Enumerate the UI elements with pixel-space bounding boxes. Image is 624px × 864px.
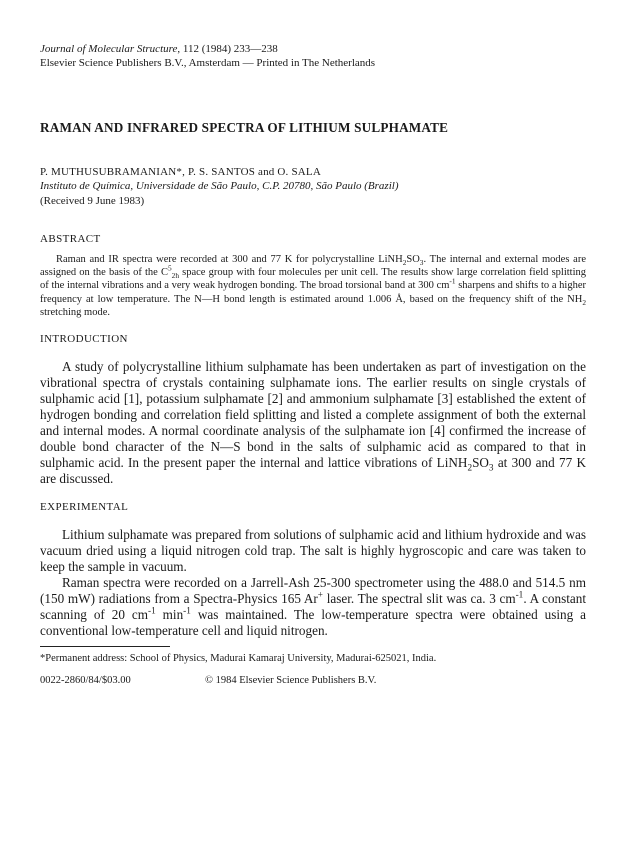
footnote: *Permanent address: School of Physics, Madurai Kamaraj University, Madurai-625021, India.: [40, 653, 437, 665]
received-date: (Received 9 June 1983): [40, 195, 145, 207]
experimental-body: [40, 527, 586, 639]
journal-citation-line: [40, 42, 586, 56]
abstract-body: [40, 253, 586, 319]
issn-price: 0022-2860/84/$03.00: [40, 675, 131, 687]
imprint-line: [40, 675, 586, 686]
affiliation: Instituto de Química, Universidade de São Paulo, C.P. 20780, São Paulo (Brazil): [40, 180, 399, 192]
introduction-heading: INTRODUCTION: [40, 333, 128, 346]
publisher-line: Elsevier Science Publishers B.V., Amsterdam — Printed in The Netherlands: [40, 57, 376, 69]
abstract-heading: ABSTRACT: [40, 233, 101, 245]
paper-title: RAMAN AND INFRARED SPECTRA OF LITHIUM SULPHAMATE: [40, 120, 449, 135]
experimental-paragraph-2: Raman spectra were recorded on a Jarrell-Ash 25-300 spectrometer using the 488.0 and 514.5 nm (150 mW) radiations from a Spectra-Physics 165 Ar+ laser. The spectral slit was ca. 3 $cm^{-1}$. A constant scanning of 20 $cm^{-1}$ $\min^{-1}$ was maintained. The low-temperature spectra were obtained using a conventional low-temperature cell and liquid nitrogen.: [40, 575, 587, 639]
journal-citation: , 112 (1984) 233—238: [177, 43, 278, 55]
page: [40, 42, 586, 686]
abstract-paragraph: Raman and IR spectra were recorded at 300 and 77 K for polycrystalline $LiNH_2SO_3$. The internal and external modes are assigned on the basis of the $C^5_{2h}$ space group with four molecules per unit cell. The results show large correlation field splitting of the internal vibrations and a very weak hydrogen bonding. The broad torsional band at 300 $cm^{-1}$ sharpens and shifts to a higher frequency at low temperature. The N—H bond length is estimated around 1.006 Å, based on the frequency shift of the $NH_2$ stretching mode.: [40, 254, 586, 318]
footnote-divider: [40, 646, 170, 647]
authors: P. MUTHUSUBRAMANIAN*, P. S. SANTOS and O. SALA: [40, 166, 321, 178]
experimental-heading: EXPERIMENTAL: [40, 501, 129, 514]
journal-name: Journal of Molecular Structure: [40, 43, 178, 55]
introduction-paragraph: A study of polycrystalline lithium sulphamate has been undertaken as part of investigation on the vibrational spectra of crystals containing sulphamate ions. The earlier results on single crystals of sulphamic acid [1], potassium sulphamate [2] and ammonium sulphamate [3] established the extent of hydrogen bonding and correlation field splitting and listed a complete assignment of both the external and internal modes. A normal coordinate analysis of the sulphamate ion [4] confirmed the increase of double bond character of the N—S bond in the salts of sulphamic acid as compared to that in sulphamic acid. In the present paper the internal and lattice vibrations of $LiNH_2SO_3$ at 300 and 77 K are discussed.: [40, 359, 586, 487]
copyright: © 1984 Elsevier Science Publishers B.V.: [205, 675, 377, 687]
journal-header: [40, 42, 586, 70]
experimental-paragraph-1: Lithium sulphamate was prepared from solutions of sulphamic acid and lithium hydroxide and was vacuum dried using a liquid nitrogen cold trap. The salt is highly hygroscopic and care was taken to keep the sample in vacuum.: [40, 527, 586, 575]
introduction-body: [40, 359, 586, 487]
